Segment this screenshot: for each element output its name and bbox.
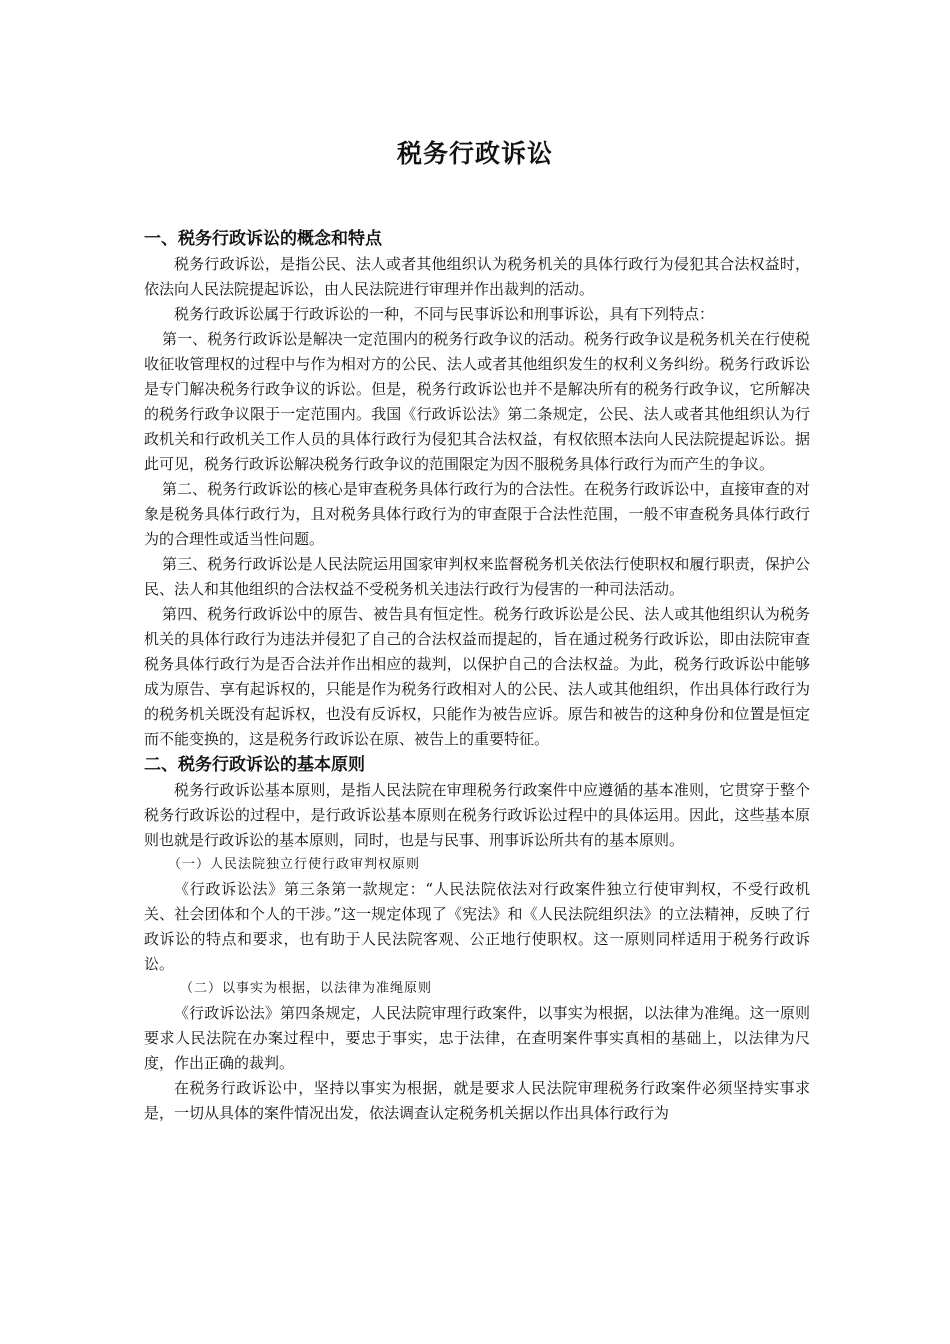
paragraph: 《行政诉讼法》第三条第一款规定：“人民法院依法对行政案件独立行使审判权，不受行政机关、社会团体和个人的干涉。”这一规定体现了《宪法》和《人民法院组织法》的立法精神，反映了行政诉讼的特点和要求，也有助于人民法院客观、公正地行使职权。这一原则同样适用于税务行政诉讼。 (144, 880, 810, 973)
paragraph: 第一、税务行政诉讼是解决一定范围内的税务行政争议的活动。税务行政争议是税务机关在行使税收征收管理权的过程中与作为相对方的公民、法人或者其他组织发生的权利义务纠纷。税务行政诉讼是专门解决税务行政争议的诉讼。但是，税务行政诉讼也并不是解决所有的税务行政争议，它所解决的税务行政争议限于一定范围内。我国《行政诉讼法》第二条规定，公民、法人或者其他组织认为行政机关和行政机关工作人员的具体行政行为侵犯其合法权益，有权依照本法向人民法院提起诉讼。据此可见，税务行政诉讼解决税务行政争议的范围限定为因不服税务具体行政行为而产生的争议。 (144, 330, 810, 473)
paragraph: 税务行政诉讼属于行政诉讼的一种，不同与民事诉讼和刑事诉讼，具有下列特点： (174, 305, 715, 323)
subsection-heading: （二）以事实为根据，以法律为准绳原则 (180, 981, 433, 996)
section-heading-2: 二、税务行政诉讼的基本原则 (144, 755, 365, 775)
document-body (144, 226, 810, 1126)
paragraph: 第四、税务行政诉讼中的原告、被告具有恒定性。税务行政诉讼是公民、法人或其他组织认为税务机关的具体行政行为违法并侵犯了自己的合法权益而提起的，旨在通过税务行政诉讼，即由法院审查税务具体行政行为是否合法并作出相应的裁判，以保护自己的合法权益。为此，税务行政诉讼中能够成为原告、享有起诉权的，只能是作为税务行政相对人的公民、法人或其他组织，作出具体行政行为的税务机关既没有起诉权，也没有反诉权，只能作为被告应诉。原告和被告的这种身份和位置是恒定而不能变换的，这是税务行政诉讼在原、被告上的重要特征。 (144, 605, 810, 748)
paragraph: 在税务行政诉讼中，坚持以事实为根据，就是要求人民法院审理税务行政案件必须坚持实事求是，一切从具体的案件情况出发，依法调查认定税务机关据以作出具体行政行为 (144, 1079, 810, 1122)
paragraph: 税务行政诉讼基本原则，是指人民法院在审理税务行政案件中应遵循的基本准则，它贯穿于整个税务行政诉讼的过程中，是行政诉讼基本原则在税务行政诉讼过程中的具体运用。因此，这些基本原则也就是行政诉讼的基本原则，同时，也是与民事、刑事诉讼所共有的基本原则。 (144, 781, 810, 849)
paragraph: 税务行政诉讼，是指公民、法人或者其他组织认为税务机关的具体行政行为侵犯其合法权益时，依法向人民法院提起诉讼，由人民法院进行审理并作出裁判的活动。 (144, 255, 810, 298)
section-heading-1: 一、税务行政诉讼的概念和特点 (144, 229, 382, 249)
paragraph: 第三、税务行政诉讼是人民法院运用国家审判权来监督税务机关依法行使职权和履行职责，保护公民、法人和其他组织的合法权益不受税务机关违法行政行为侵害的一种司法活动。 (144, 555, 810, 598)
document-title: 税务行政诉讼 (396, 139, 553, 168)
paragraph: 第二、税务行政诉讼的核心是审查税务具体行政行为的合法性。在税务行政诉讼中，直接审查的对象是税务具体行政行为，且对税务具体行政行为的审查限于合法性范围，一般不审查税务具体行政行为的合理性或适当性问题。 (144, 480, 810, 548)
subsection-heading: （一）人民法院独立行使行政审判权原则 (168, 857, 421, 872)
paragraph: 《行政诉讼法》第四条规定，人民法院审理行政案件，以事实为根据，以法律为准绳。这一原则要求人民法院在办案过程中，要忠于事实，忠于法律，在查明案件事实真相的基础上，以法律为尺度，作出正确的裁判。 (144, 1004, 810, 1072)
